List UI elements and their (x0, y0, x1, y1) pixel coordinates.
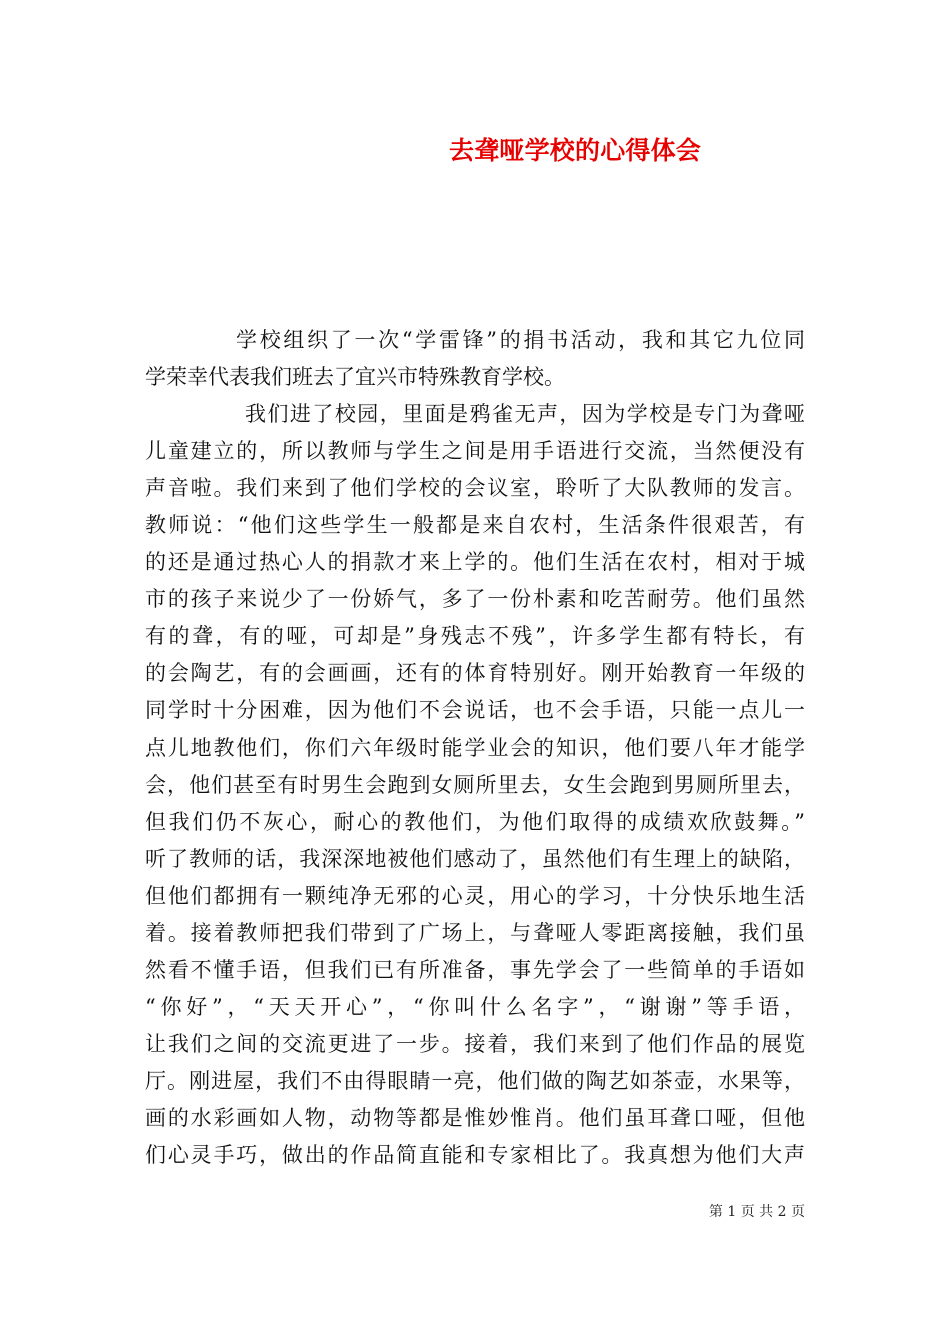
text-line: 同学时十分困难，因为他们不会说话，也不会手语，只能一点儿一 (145, 698, 805, 723)
document-title: 去聋哑学校的心得体会 (449, 136, 702, 165)
text-line: 会，他们甚至有时男生会跑到女厕所里去，女生会跑到男厕所里去， (145, 772, 805, 797)
page-number-footer: 第 1 页 共 2 页 (708, 1204, 805, 1220)
document-body (145, 322, 805, 1174)
text-line: 儿童建立的，所以教师与学生之间是用手语进行交流，当然便没有 (145, 439, 805, 464)
text-line: 的会陶艺，有的会画画，还有的体育特别好。刚开始教育一年级的 (145, 661, 805, 686)
text-line: 学校组织了一次“学雷锋”的捐书活动，我和其它九位同 (236, 328, 805, 352)
paragraph-2 (145, 396, 805, 1174)
text-line: 市的孩子来说少了一份娇气，多了一份朴素和吃苦耐劳。他们虽然 (145, 587, 805, 612)
text-line: 听了教师的话，我深深地被他们感动了，虽然他们有生理上的缺陷， (145, 846, 805, 871)
text-line: 厅。刚进屋，我们不由得眼睛一亮，他们做的陶艺如茶壶，水果等， (145, 1068, 805, 1093)
text-line: 学荣幸代表我们班去了宜兴市特殊教育学校。 (145, 365, 565, 390)
text-line: 画的水彩画如人物，动物等都是惟妙惟肖。他们虽耳聋口哑，但他 (145, 1105, 805, 1130)
text-line: 有的聋，有的哑，可却是”身残志不残”，许多学生都有特长，有 (145, 624, 805, 649)
text-line: 教师说：“他们这些学生一般都是来自农村，生活条件很艰苦，有 (145, 513, 805, 538)
text-line: 让我们之间的交流更进了一步。接着，我们来到了他们作品的展览 (145, 1031, 805, 1056)
text-line: “你好”，“天天开心”，“你叫什么名字”，“谢谢”等手语， (145, 994, 805, 1019)
text-line: 我们进了校园，里面是鸦雀无声，因为学校是专门为聋哑 (245, 402, 805, 427)
text-line: 的还是通过热心人的捐款才来上学的。他们生活在农村，相对于城 (145, 550, 805, 575)
text-line: 声音啦。我们来到了他们学校的会议室，聆听了大队教师的发言。 (145, 476, 805, 501)
text-line: 们心灵手巧，做出的作品简直能和专家相比了。我真想为他们大声 (145, 1143, 805, 1168)
text-line: 点儿地教他们，你们六年级时能学业会的知识，他们要八年才能学 (145, 735, 805, 760)
paragraph-1 (145, 322, 805, 396)
text-line: 但我们仍不灰心，耐心的教他们，为他们取得的成绩欢欣鼓舞。” (145, 809, 805, 834)
text-line: 但他们都拥有一颗纯净无邪的心灵，用心的学习，十分快乐地生活 (145, 883, 805, 908)
text-line: 然看不懂手语，但我们已有所准备，事先学会了一些简单的手语如 (145, 957, 805, 982)
text-line: 着。接着教师把我们带到了广场上，与聋哑人零距离接触，我们虽 (145, 920, 805, 945)
